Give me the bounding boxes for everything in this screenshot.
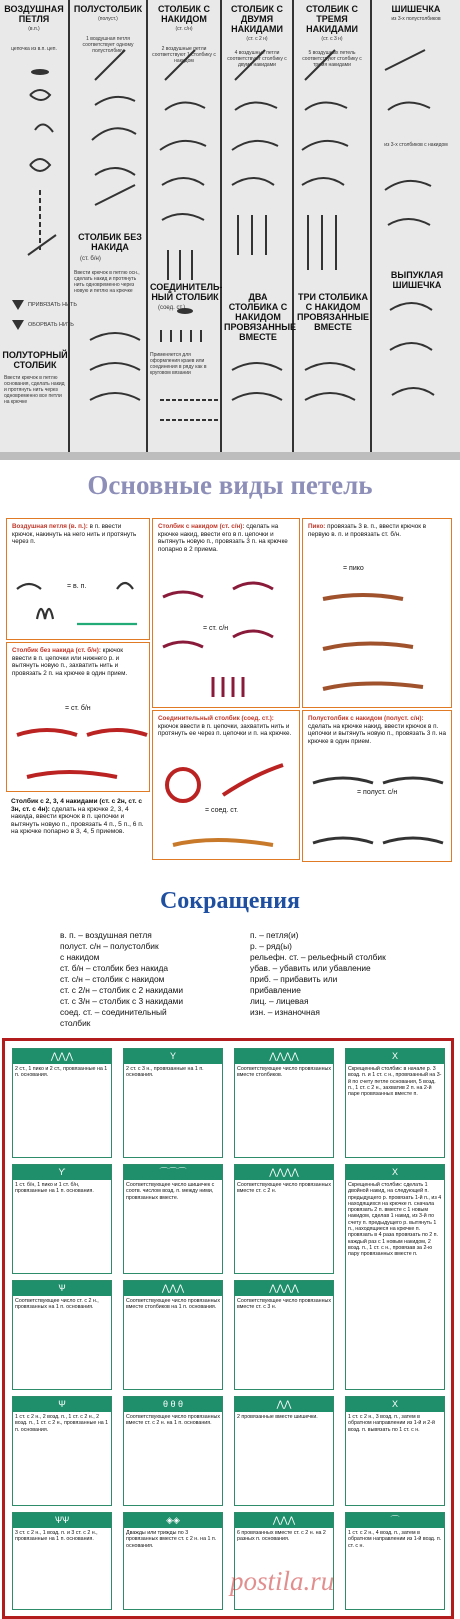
column-sub: (ст. с 3 н)	[321, 36, 343, 42]
box-text: сделать на крючке накид, ввести его в п. цепочки и вытянуть новую п., провязать 3 п. на крючке попарно в 2 приема.	[158, 523, 288, 553]
box-head: Полустолбик с накидом (полуст. с/н):	[308, 715, 424, 722]
cell-text: Скрещенный столбик: сделать 1 двойной накид, на следующей п. предыдущего р. провязать 1-й п., из 4 находящихся на крючке п. сначала провязать 2 п. вместе с 1 новым накидом, сделав 1 накид, из 3-й по счету п. предыдущего р. вытянуть 1 п., находящиеся на крючке п. провязать в 4 раза провязать по 2 п. каждый раз с 1 новым накидом, 2 возд. п., 1 ст. с н., провязав за 2-ю пару провязанных вместе п.	[348, 1182, 442, 1258]
note-slst: Применяется для оформления краев или соединения в ряду как в круговом вязании	[150, 352, 207, 376]
column-sub: из 3-х полустолбиков	[391, 16, 441, 22]
abbr-item: ст. с/н – столбик с накидом	[60, 974, 165, 984]
legend-picot: = пико	[343, 565, 364, 572]
label-slst: СОЕДИНИТЕЛЬ-НЫЙ СТОЛБИК	[150, 282, 223, 302]
label-sc-sub: (ст. б/н)	[80, 256, 101, 262]
abbr-item: лиц. – лицевая	[250, 996, 309, 1006]
box-slst	[152, 710, 300, 860]
cell	[123, 1048, 223, 1158]
column-title: ПОЛУСТОЛБИК	[73, 4, 143, 14]
label-dc3tog: ТРИ СТОЛБИКА С НАКИДОМ ПРОВЯЗАННЫЕ ВМЕСТЕ	[296, 292, 370, 332]
box-text: сделать на крючке накид, ввести крючок в п. цепочки и вытянуть новую п., провязать 3 п. на крючке в один прием.	[308, 722, 446, 745]
abbreviations-title: Сокращения	[159, 888, 301, 914]
box-dc	[152, 518, 300, 708]
cell-text: Соответствующее число провязанных вместе столбиков на 1 п. основания.	[126, 1298, 220, 1311]
cell-symbol: ѰѰ	[13, 1513, 111, 1528]
cell	[12, 1164, 112, 1274]
abbr-item: полуст. с/н – полустолбик	[60, 941, 159, 951]
column-sub: (в.п.)	[28, 26, 40, 32]
cell-text: 6 провязанных вместе ст. с 2 н. на 2 разных п. основания.	[237, 1530, 326, 1543]
cell	[345, 1048, 445, 1158]
cell	[12, 1512, 112, 1610]
abbr-item: п. – петля(и)	[250, 930, 299, 940]
chain-illustration	[7, 569, 151, 639]
legend-chain: = в. п.	[67, 583, 87, 590]
column-sub: (ст. с 2 н)	[246, 36, 268, 42]
legend-hdc: = полуст. с/н	[357, 789, 398, 796]
picot-illustration	[303, 559, 453, 709]
basic-stitches-panel	[0, 452, 460, 1028]
box-multi	[6, 794, 150, 864]
column-title: СТОЛБИК С ДВУМЯ НАКИДАМИ	[230, 4, 284, 34]
box-text: провязать 3 в. п., ввести крючок в первую в. п. и провязать ст. б/н.	[308, 523, 427, 538]
column-note: 5 воздушных петель соответствуют столбику с тремя накидами	[302, 50, 362, 68]
cell-symbol: Ѱ	[13, 1281, 111, 1296]
column-sub: (полуст.)	[98, 16, 118, 22]
cell-text: 2 провязанные вместе шишечки.	[237, 1414, 318, 1420]
box-head: Столбик с 2, 3, 4 накидами (ст. с 2н, ст. с 3н, ст. с 4н):	[11, 798, 143, 813]
cell-symbol: X	[346, 1397, 444, 1412]
abbreviations-right	[250, 930, 386, 1018]
cell	[12, 1280, 112, 1390]
watermark: postila.ru	[230, 1566, 335, 1596]
column-title: ВОЗДУШНАЯ ПЕТЛЯ	[4, 4, 64, 24]
cell-symbol: X	[346, 1049, 444, 1064]
label-dc2tog: ДВА СТОЛБИКА С НАКИДОМ ПРОВЯЗАННЫЕ ВМЕСТЕ	[224, 292, 297, 342]
cell-symbol: X	[346, 1165, 444, 1180]
cell	[234, 1396, 334, 1506]
legend-sc: = ст. б/н	[65, 705, 91, 712]
box-text: в п. ввести крючок, накинуть на него нить и протянуть через п.	[12, 523, 137, 546]
cell-symbol: Ψ	[13, 1397, 111, 1412]
dc-illustration	[153, 567, 301, 707]
cell-symbol: ⋀⋀⋀⋀	[235, 1165, 333, 1180]
cell-text: 1 ст. с 2 н., 4 возд. п., затем в обратном направлении из 1-й возд. п. ст. с н.	[348, 1530, 442, 1549]
box-head: Воздушная петля (в. п.):	[12, 523, 88, 530]
abbr-item: соед. ст. – соединительный	[60, 1007, 167, 1017]
hdc-illustration	[303, 763, 453, 863]
abbr-item: рельефн. ст. – рельефный столбик	[250, 952, 386, 962]
column-title: СТОЛБИК С ТРЕМЯ НАКИДАМИ	[305, 4, 359, 34]
cell-text: 1 ст. с 2 н., 2 возд. п., 1 ст. с 2 н., 2 возд. п., 1 ст. с 2 н., провязанные на 1 п. основания.	[15, 1414, 109, 1433]
column-note: цепочка из в.п. цеп.	[11, 46, 57, 52]
abbreviations-left	[60, 930, 183, 1029]
cell-text: 2 ст., 1 пико и 2 ст., провязанные на 1 п. основания.	[15, 1066, 108, 1079]
abbr-item: прибавление	[250, 985, 301, 995]
cell-text: Соответствующее число ст. с 2 н., провязанных на 1 п. основания.	[15, 1298, 99, 1311]
cell-text: Дважды или трижды по 3 провязанных вместе ст. с 2 н. на 1 п. основания.	[126, 1530, 217, 1549]
cell-symbol: ⋀⋀⋀⋀	[235, 1049, 333, 1064]
box-text: сделать на крючке 2, 3, 4 накида, ввести крючок в п. цепочки и вытянуть новую п., провязать 4 п., 5 п., 6 п. на крючке попарно в 3, 4, 5 приемов.	[11, 805, 144, 836]
abbr-item: ст. с 2/н – столбик с 2 накидами	[60, 985, 184, 995]
cell-text: Соответствующее число провязанных вместе столбиков.	[237, 1066, 331, 1079]
cell-text: Соответствующее число шишечек с соотв. числом возд. п. между ними, провязанных вместе.	[126, 1182, 215, 1201]
cell-symbol: θ θ θ	[124, 1397, 222, 1412]
cell	[345, 1396, 445, 1506]
box-picot	[302, 518, 452, 708]
box-head: Соединительный столбик (соед. ст.):	[158, 715, 274, 722]
column-note: из 3-х столбиков с накидом	[384, 142, 448, 148]
column-sub: (ст. с/н)	[175, 26, 193, 32]
cell-symbol: ⋀⋀⋀	[235, 1513, 333, 1528]
cell-text: Соответствующее число провязанных вместе ст. с 2 н. на 1 п. основания.	[126, 1414, 220, 1427]
abbr-item: столбик	[60, 1018, 91, 1028]
box-sc	[6, 642, 150, 792]
cell	[12, 1396, 112, 1506]
cell-symbol: ⋀⋀⋀	[124, 1281, 222, 1296]
cell-text: 1 ст. с 2 н., 3 возд. п., затем в обратном направлении из 1-й и 2-й возд. п. вывязать по 1 ст. с н.	[348, 1414, 435, 1433]
panel-title: Основные виды петель	[87, 470, 373, 500]
box-text: крючок ввести в п. цепочки, захватить нить и протянуть ее через п. цепочки и п. на крючке.	[158, 722, 292, 738]
abbr-item: изн. – изнаночная	[250, 1007, 320, 1017]
abbr-item: в. п. – воздушная петля	[60, 930, 152, 940]
cell	[345, 1512, 445, 1610]
stitch-combinations-panel	[0, 1030, 460, 1619]
box-head: Столбик с накидом (ст. с/н):	[158, 523, 245, 530]
cell	[12, 1048, 112, 1158]
label-popcorn: ВЫПУКЛАЯ ШИШЕЧКА	[390, 270, 444, 290]
box-chain	[6, 518, 150, 640]
legend-slst: = соед. ст.	[205, 807, 239, 814]
cell	[234, 1280, 334, 1390]
cell-symbol: ϒ	[13, 1165, 111, 1180]
box-text: крючок ввести в п. цепочки или нижнего р. и вытянуть новую п., захватить нить и провязать 2 п. на крючке в один прием.	[12, 647, 128, 677]
cell	[234, 1048, 334, 1158]
cell-text: Соответствующее число провязанных вместе ст. с 3 н.	[237, 1298, 331, 1311]
cell-symbol: ⋀⋀⋀⋀	[235, 1281, 333, 1296]
cell	[123, 1396, 223, 1506]
note-hdc: Ввести крючок в петлю основания, сделать накид и протянуть нить через одновременно все петли на крючке	[4, 375, 65, 405]
cell-text: Скрещенный столбик: в начале р. 3 возд. п. и 1 ст. с н., провязанный на 3-й по счету петле основания, 5 возд. п., 1 ст. с 2 н., захватив 2 п. на 2-й паре провязанных вместе п.	[348, 1066, 442, 1098]
cell-text: 1 ст. б/н, 1 пико и 1 ст. б/н, провязанные на 1 п. основания.	[15, 1182, 94, 1195]
box-hdc	[302, 710, 452, 862]
cell	[345, 1164, 445, 1390]
cell-symbol: ◈◈	[124, 1513, 222, 1528]
cell-symbol: Y	[124, 1049, 222, 1064]
column-title: СТОЛБИК С НАКИДОМ	[157, 4, 211, 24]
label-cut: ОБОРВАТЬ НИТЬ	[28, 322, 74, 328]
cell	[234, 1164, 334, 1274]
cell-symbol: ⌒⌒⌒	[124, 1165, 222, 1180]
abbr-item: ст. б/н – столбик без накида	[60, 963, 169, 973]
abbr-item: с накидом	[60, 952, 100, 962]
label-tie: ПРИВЯЗАТЬ НИТЬ	[28, 302, 77, 308]
column-note: 4 воздушные петли соответствуют столбику с двумя накидами	[227, 50, 287, 68]
cell-text: 3 ст. с 2 н., 1 возд. п. и 3 ст. с 2 н., провязанные на 1 п. основания.	[15, 1530, 98, 1543]
box-head: Пико:	[308, 523, 326, 530]
note-sc: Ввести крючок в петлю осн., сделать накид и протянуть нить одновременно через новую и петлю на крючке	[74, 270, 140, 294]
cell	[123, 1280, 223, 1390]
legend-dc: = ст. с/н	[203, 625, 229, 632]
label-hdc: ПОЛУТОРНЫЙ СТОЛБИК	[2, 350, 68, 370]
abbr-item: приб. – прибавить или	[250, 974, 338, 984]
cell-symbol: ⌒	[346, 1513, 444, 1528]
cell-symbol: ⋀⋀	[235, 1397, 333, 1412]
abbr-item: ст. с 3/н – столбик с 3 накидами	[60, 996, 184, 1006]
column-note: 1 воздушная петля соответствует одному полустолбику	[82, 36, 134, 54]
cell-text: Соответствующее число провязанных вместе ст. с 2 н.	[237, 1182, 331, 1195]
column-title: ШИШЕЧКА	[391, 4, 441, 14]
label-sc: СТОЛБИК БЕЗ НАКИДА	[78, 232, 142, 252]
abbr-item: р. – ряд(ы)	[250, 941, 292, 951]
box-head: Столбик без накида (ст. б/н):	[12, 647, 101, 654]
cell	[123, 1512, 223, 1610]
crochet-symbol-chart	[0, 0, 460, 452]
cell-symbol: ⋀⋀⋀	[13, 1049, 111, 1064]
label-slst-sub: (соед. ст.)	[158, 305, 186, 311]
cell-text: 2 ст. с 3 н., провязанные на 1 п. основания.	[126, 1066, 204, 1079]
abbr-item: убав. – убавить или убавление	[250, 963, 371, 973]
stitch-illustrations	[0, 0, 460, 452]
column-note: 2 воздушные петли соответствуют 1 столбику с накидом	[152, 46, 216, 64]
cell	[123, 1164, 223, 1274]
